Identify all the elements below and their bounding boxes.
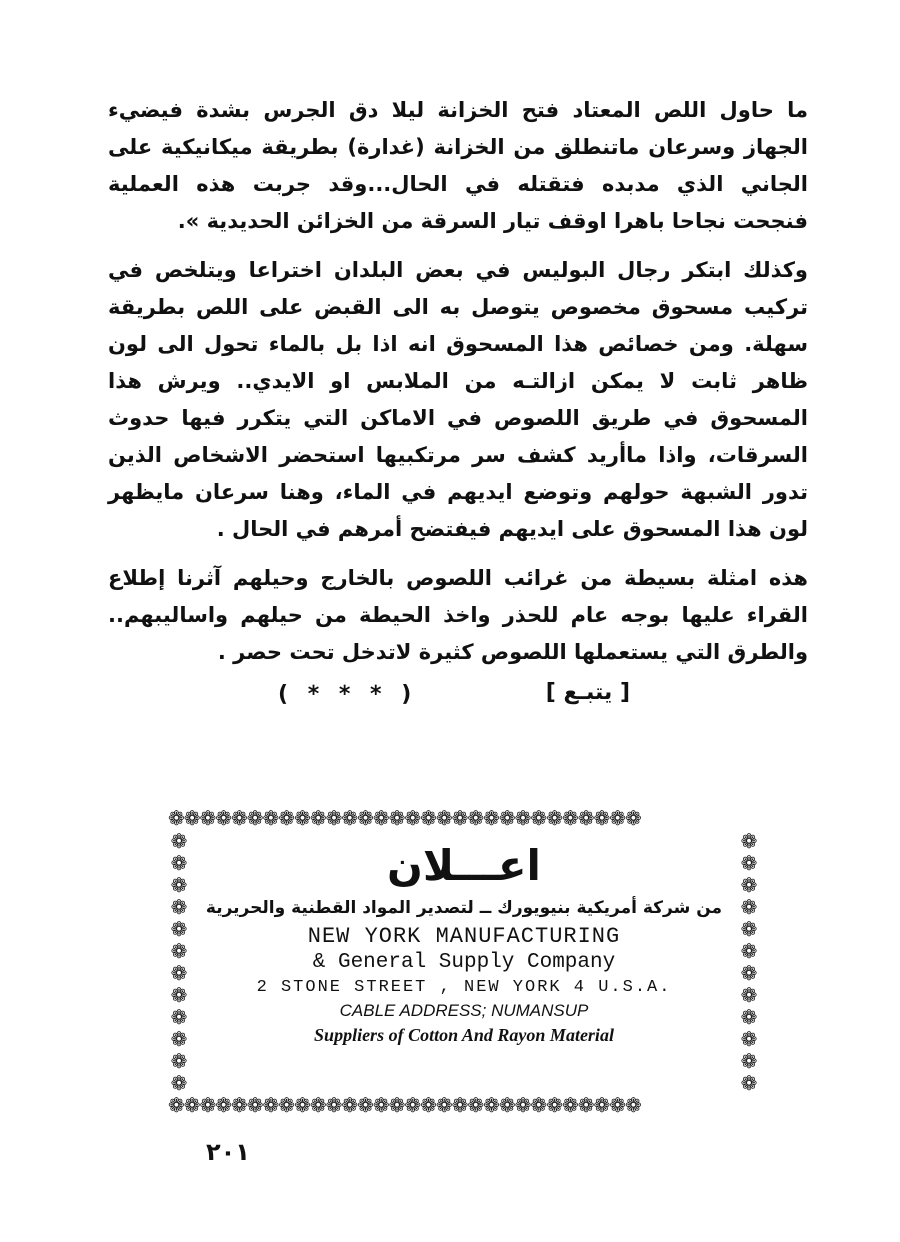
company-name-line2: & General Supply Company xyxy=(312,951,616,974)
cable-address: CABLE ADDRESS; NUMANSUP xyxy=(339,1001,589,1020)
advertisement-box xyxy=(168,808,760,1116)
advertisement-arabic-line: من شركة أمريكية بنيويورك ــ لتصدير المواد القطنية والحريرية xyxy=(205,898,723,918)
article-paragraph: ما حاول اللص المعتاد فتح الخزانة ليلا دق الجرس بشدة فيضيء الجهاز وسرعان ماتنطلق من الخزانة (غدارة) بطريقة ميكانيكية على الجاني الذي مدبده فتقتله في الحال...وقد جربت هذه العملية فنجحت نجاحا باهرا اوقف تيار السرقة من الخزائن الحديدية ». xyxy=(108,98,808,233)
ornamental-border-bottom: ❁❁❁❁❁❁❁❁❁❁❁❁❁❁❁❁❁❁❁❁❁❁❁❁❁❁❁❁❁❁ xyxy=(168,1093,641,1117)
page-number: ٢٠١ xyxy=(206,1138,250,1166)
ornamental-border-left: ❁ ❁ ❁ ❁ ❁ ❁ ❁ ❁ ❁ ❁ ❁ ❁ xyxy=(170,830,188,1094)
advertisement-title: اعـــلان xyxy=(387,841,541,890)
advertisement-content xyxy=(200,834,728,1092)
ornamental-border-top: ❁❁❁❁❁❁❁❁❁❁❁❁❁❁❁❁❁❁❁❁❁❁❁❁❁❁❁❁❁❁ xyxy=(168,806,641,830)
company-address: 2 STONE STREET , NEW YORK 4 U.S.A. xyxy=(256,978,672,997)
article-body xyxy=(108,92,808,683)
article-paragraph: هذه امثلة بسيطة من غرائب اللصوص بالخارج وحيلهم آثرنا إطلاع القراء عليها بوجه عام للحذر واخذ الحيطة من حيلهم واساليبهم.. والطرق التي يستعملها اللصوص كثيرة لاتدخل تحت حصر . xyxy=(108,566,808,664)
company-tagline: Suppliers of Cotton And Rayon Material xyxy=(314,1025,614,1045)
ornamental-border-right: ❁ ❁ ❁ ❁ ❁ ❁ ❁ ❁ ❁ ❁ ❁ ❁ xyxy=(740,830,758,1094)
continuation-row xyxy=(260,678,640,718)
article-paragraph: وكذلك ابتكر رجال البوليس في بعض البلدان اختراعا ويتلخص في تركيب مسحوق مخصوص يتوصل به الى القبض على اللص بطريقة سهلة. ومن خصائص هذا المسحوق انه اذا بل بالماء تحول الى لون ظاهر ثابت لا يمكن ازالتـه من الملابس او الايدي.. ويرش هذا المسحوق في طريق اللصوص في الاماكن التي يتكرر فيها حدوث السرقات، واذا ماأريد كشف سر مرتكبيها استحضر الاشخاص الذين تدور الشبهة حولهم وتوضع ايديهم في الماء، وهنا سرعان مايظهر لون هذا المسحوق على ايديهم فيفتضح أمرهم في الحال . xyxy=(108,258,808,541)
company-name-line1: NEW YORK MANUFACTURING xyxy=(307,924,621,949)
section-separator-stars: ( * * * ) xyxy=(278,682,418,707)
to-be-continued-note: [ يتبـع ] xyxy=(545,680,630,705)
